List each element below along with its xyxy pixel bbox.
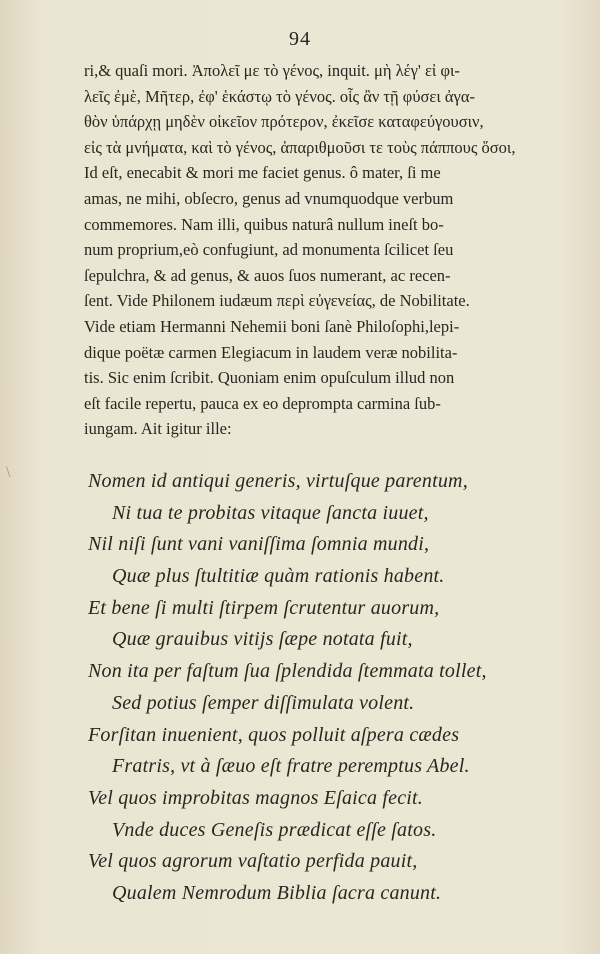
verse-line: Sed potius ſemper diſſimulata volent. [112,691,415,714]
prose-line: Vide etiam Hermanni Nehemii boni ſanè Philoſophi,lepi- [84,316,460,336]
margin-mark-icon: \ [6,464,11,481]
verse-line: Non ita per faſtum ſua ſplendida ſtemmata tollet, [88,660,487,683]
verse-line: Vnde duces Geneſis prædicat eſſe ſatos. [112,818,437,841]
verse-line: Quæ plus ſtultitiæ quàm rationis habent. [112,565,445,588]
verse-block [80,466,580,910]
verse-line: Vel quos improbitas magnos Eſaica fecit. [88,786,424,809]
prose-line: amas, ne mihi, obſecro, genus ad vnumquodque verbum [84,188,454,208]
verse-line: Nomen id antiqui generis, virtuſque parentum, [88,470,468,492]
verse-line: Forſitan inuenient, quos polluit aſpera cædes [88,723,460,746]
prose-line: Id eſt, enecabit & mori me faciet genus. ô mater, ſi me [84,163,441,183]
prose-line: θὸν ὑπάρχῃ μηδὲν οἰκεῖον πρότερον, ἐκεῖσε καταφεύγουσιν, [84,112,484,132]
verse-line: Ni tua te probitas vitaque ſancta iuuet, [112,501,429,524]
prose-line: ri,& quaſi mori. Ἀπολεῖ με τὸ γένος, inquit. μὴ λέγ' εἰ φι- [84,61,460,80]
verse-line: Nil niſi ſunt vani vaniſſima ſomnia mundi, [88,533,430,556]
prose-block [84,58,576,442]
prose-line: ſepulchra, & ad genus, & auos ſuos numerant, ac recen- [84,265,451,285]
prose-line: ſent. Vide Philonem iudæum περὶ εὐγενείας, de Nobilitate. [84,291,470,311]
prose-line: tis. Sic enim ſcribit. Quoniam enim opuſculum illud non [84,368,455,388]
prose-line: eſt facile repertu, pauca ex eo deprompta carmina ſub- [84,393,441,413]
verse-line: Et bene ſi multi ſtirpem ſcrutentur auorum, [88,596,440,619]
prose-line: λεῖς ἐμὲ, Μῆτερ, ἐφ' ἑκάστῳ τὸ γένος. οἷς ἂν τῇ φύσει ἀγα- [84,86,475,106]
verse-line: Fratris, vt à ſæuo eſt fratre peremptus Abel. [112,755,470,778]
prose-line: commemores. Nam illi, quibus naturâ nullum ineſt bo- [84,214,444,234]
prose-line: dique poëtæ carmen Elegiacum in laudem veræ nobilita- [84,342,458,362]
verse-line: Qualem Nemrodum Biblia ſacra canunt. [112,881,442,904]
verse-line: Quæ grauibus vitijs ſæpe notata fuit, [112,628,413,651]
prose-line: iungam. Ait igitur ille: [84,419,232,439]
prose-line: num proprium,eò confugiunt, ad monumenta ſcilicet ſeu [84,240,454,260]
page-number: 94 [289,28,311,50]
prose-line: εἰς τὰ μνήματα, καὶ τὸ γένος, ἀπαριθμοῦσι τε τοὺς πάππους ὅσοι, [84,137,516,157]
verse-line: Vel quos agrorum vaſtatio perfida pauit, [88,850,418,873]
